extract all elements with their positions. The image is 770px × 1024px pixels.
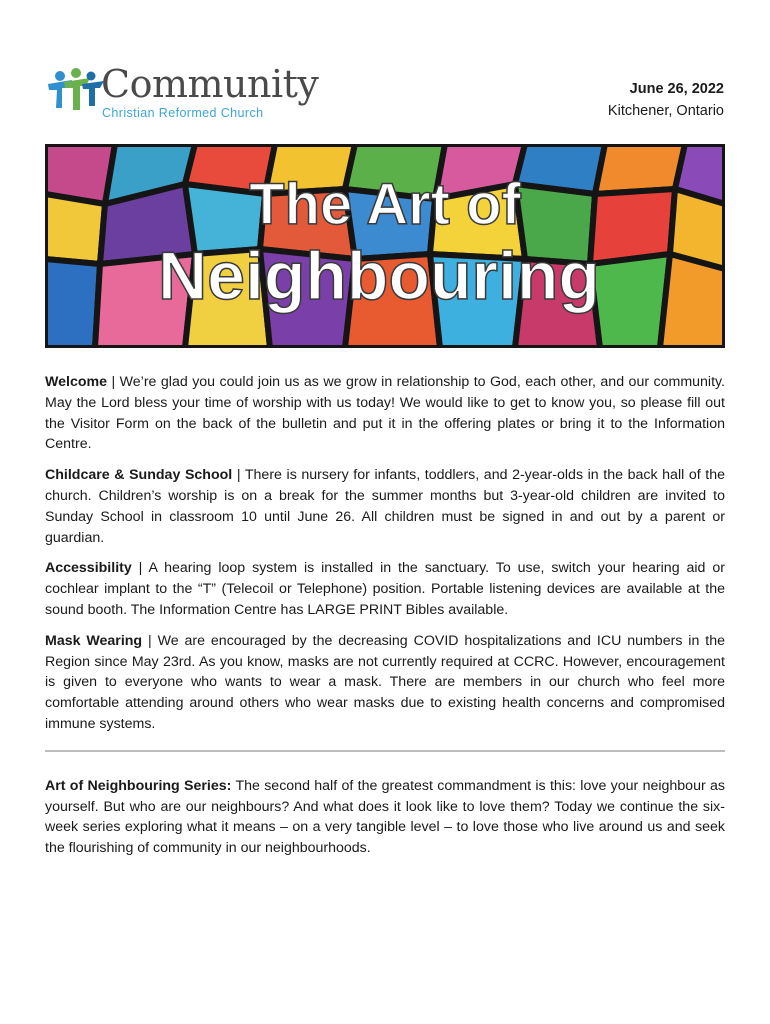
accessibility-text: A hearing loop system is installed in the sanctuary. To use, switch your hearing aid or cochlear implant to the “T” (Telecoil or Telephone) position. Portable listening devices are available at the sound booth. The Information Centre has LARGE PRINT Bibles available.: [45, 560, 725, 618]
accessibility-paragraph: Accessibility | A hearing loop system is installed in the sanctuary. To use, switch your hearing aid or cochlear implant to the “T” (Telecoil or Telephone) position. Portable listening devices are available at the sound booth. The Information Centre has LARGE PRINT Bibles available.: [45, 560, 725, 618]
church-logo: [46, 62, 319, 126]
mask-wearing-text: We are encouraged by the decreasing COVID hospitalizations and ICU numbers in the Region since May 23rd. As you know, masks are not currently required at CCRC. However, encouragement is given to everyone who wants to wear a mask. There are members in our church who feel more comfortable attending around others who wear masks due to existing health concerns and compromised immune systems.: [45, 632, 725, 732]
mask-wearing-paragraph: Mask Wearing | We are encouraged by the decreasing COVID hospitalizations and ICU numbers in the Region since May 23rd. As you know, masks are not currently required at CCRC. However, encouragement is given to everyone who wants to wear a mask. There are members in our church who feel more comfortable attending around others who wear masks due to existing health concerns and compromised immune systems.: [45, 632, 725, 732]
welcome-paragraph: Welcome | We’re glad you could join us as we grow in relationship to God, each other, and our community. May the Lord bless your time of worship with us today! We would like to get to know you, so please fill out the Visitor Form on the back of the bulletin and put it in the offering plates or bring it to the Information Centre.: [45, 374, 725, 453]
welcome-heading: Welcome: [45, 374, 108, 390]
bulletin-location: Kitchener, Ontario: [607, 103, 724, 119]
bulletin-content: [45, 372, 725, 869]
accessibility-heading: Accessibility: [45, 560, 132, 577]
section-divider: [45, 750, 725, 752]
mask-wearing-heading: Mask Wearing: [45, 632, 143, 649]
logo-wordmark: Community: [101, 62, 319, 106]
childcare-paragraph: Childcare & Sunday School | There is nursery for infants, toddlers, and 2-year-olds in the back hall of the church. Children’s worship is on a break for the summer months but 3-year-old children are invited to Sunday School in classroom 10 until June 26. All children must be signed in and out by a parent or guardian.: [45, 467, 725, 546]
childcare-text: There is nursery for infants, toddlers, and 2-year-olds in the back hall of the church. Children’s worship is on a break for the summer months but 3-year-old children are invited to Sunday School in classroom 10 until June 26. All children must be signed in and out by a parent or guardian.: [45, 467, 725, 546]
childcare-heading: Childcare & Sunday School: [45, 467, 233, 484]
logo-subtitle: Christian Reformed Church: [102, 106, 264, 120]
series-heading: Art of Neighbouring Series:: [45, 777, 232, 794]
stained-glass-banner: [45, 144, 725, 348]
banner-title-line1: The Art of: [249, 172, 521, 237]
date-location-block: [608, 78, 724, 122]
series-text: The second half of the greatest commandment is this: love your neighbour as yourself. But who are our neighbours? And what does it look like to love them? Today we continue the six-week series exploring what it means – on a very tangible level – to love those who live around us and seek the flourishing of community in our neighbourhoods.: [45, 777, 725, 857]
stained-glass-art: [45, 144, 725, 348]
banner-title-line2: Neighbouring: [158, 238, 600, 314]
series-paragraph: [45, 776, 725, 859]
bulletin-date: June 26, 2022: [629, 81, 724, 97]
welcome-text: We’re glad you could join us as we grow in relationship to God, each other, and our community. May the Lord bless your time of worship with us today! We would like to get to know you, so please fill out the Visitor Form on the back of the bulletin and put it in the offering plates or bring it to the Information Centre.: [45, 374, 725, 453]
